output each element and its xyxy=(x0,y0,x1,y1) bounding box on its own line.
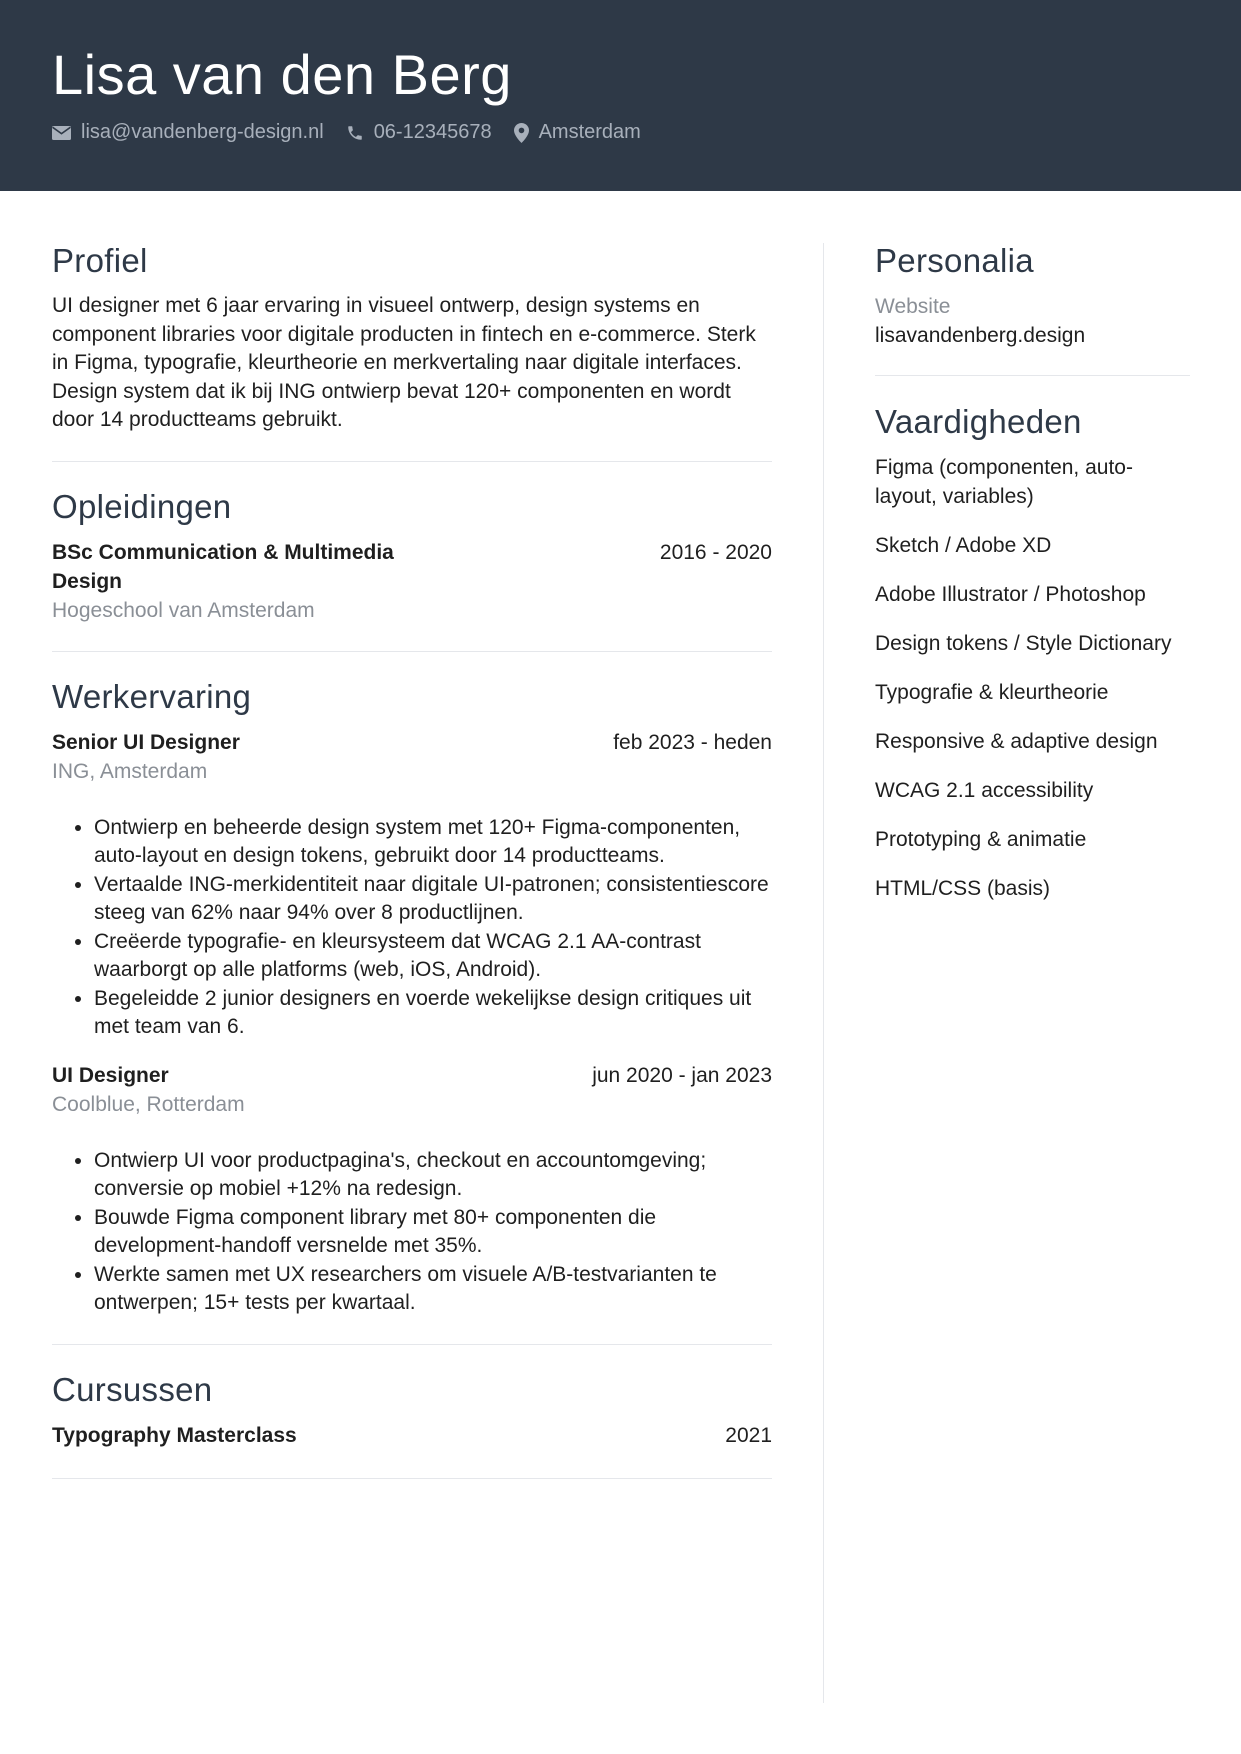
skill-item: Adobe Illustrator / Photoshop xyxy=(875,583,1146,606)
job-bullet: • Bouwde Figma component library met 80+ componenten die development-handoff versnelde met 35%. xyxy=(94,1204,772,1261)
email-text: lisa@vandenberg-design.nl xyxy=(81,121,324,143)
job-date: jun 2020 - jan 2023 xyxy=(592,1063,772,1087)
job-bullet: • Ontwierp en beheerde design system met 120+ Figma-componenten, auto-layout en design tokens, gebruikt door 14 productteams. xyxy=(94,814,772,871)
section-profile xyxy=(52,240,772,462)
location-text: Amsterdam xyxy=(538,121,641,143)
map-pin-icon xyxy=(514,123,529,143)
skill-item: Typografie & kleurtheorie xyxy=(875,681,1109,704)
job-company: Coolblue, Rotterdam xyxy=(52,1092,245,1116)
section-heading-education: Opleidingen xyxy=(52,487,232,525)
main-column xyxy=(52,240,772,1479)
education-item xyxy=(52,538,772,625)
job-title: Senior UI Designer xyxy=(52,730,240,754)
education-school: Hogeschool van Amsterdam xyxy=(52,598,315,622)
profile-text: UI designer met 6 jaar ervaring in visueel ontwerp, design systems en component libraries voor digitale producten in fintech en e-commerce. Sterk in Figma, typografie, kleurtheorie en merkvertaling naar digitale interfaces. Design system dat ik bij ING ontwierp bevat 120+ componenten en wordt door 14 productteams gebruikt. xyxy=(52,294,756,431)
job-title: UI Designer xyxy=(52,1063,169,1087)
phone-icon xyxy=(346,124,364,142)
skill-item: Figma (componenten, auto-layout, variables) xyxy=(875,456,1133,508)
phone-text: 06-12345678 xyxy=(373,121,492,143)
section-heading-profile: Profiel xyxy=(52,242,148,279)
side-column xyxy=(875,240,1190,923)
course-item xyxy=(52,1421,772,1450)
skills-list xyxy=(875,453,1190,903)
job-bullet: • Ontwierp UI voor productpagina's, checkout en accountomgeving; conversie op mobiel +12% na redesign. xyxy=(94,1147,772,1204)
contact-bar xyxy=(52,121,663,144)
job-bullets xyxy=(52,1147,772,1318)
job-bullet: • Begeleidde 2 junior designers en voerde wekelijkse design critiques uit met team van 6. xyxy=(94,985,772,1042)
envelope-icon xyxy=(52,126,71,140)
course-title: Typography Masterclass xyxy=(52,1423,297,1447)
job-item xyxy=(52,1061,772,1318)
section-courses xyxy=(52,1369,772,1479)
contact-phone[interactable] xyxy=(346,121,492,144)
section-education xyxy=(52,486,772,652)
skill-item: Prototyping & animatie xyxy=(875,828,1087,851)
section-skills xyxy=(875,401,1190,903)
contact-location xyxy=(514,121,641,144)
skill-item: WCAG 2.1 accessibility xyxy=(875,779,1094,802)
header-banner xyxy=(0,0,1241,191)
contact-email[interactable] xyxy=(52,121,324,144)
job-bullet: • Vertaalde ING-merkidentiteit naar digitale UI-patronen; consistentiescore steeg van 62% naar 94% over 8 productlijnen. xyxy=(94,871,772,928)
course-date: 2021 xyxy=(725,1423,772,1447)
education-date: 2016 - 2020 xyxy=(659,540,772,564)
skill-item: Responsive & adaptive design xyxy=(875,730,1158,753)
job-company: ING, Amsterdam xyxy=(52,759,208,783)
skill-item: Sketch / Adobe XD xyxy=(875,534,1052,557)
job-bullet: • Werkte samen met UX researchers om visuele A/B-testvarianten te ontwerpen; 15+ tests per kwartaal. xyxy=(94,1261,772,1318)
website-label: Website xyxy=(875,295,951,318)
section-heading-personal: Personalia xyxy=(875,242,1034,279)
job-bullets xyxy=(52,814,772,1042)
section-heading-courses: Cursussen xyxy=(52,1370,213,1408)
education-degree: BSc Communication & Multimedia Design xyxy=(52,540,394,593)
skill-item: Design tokens / Style Dictionary xyxy=(875,632,1172,655)
job-bullet: • Creëerde typografie- en kleursysteem dat WCAG 2.1 AA-contrast waarborgt op alle platforms (web, iOS, Android). xyxy=(94,928,772,985)
skill-item: HTML/CSS (basis) xyxy=(875,877,1051,900)
job-date: feb 2023 - heden xyxy=(613,730,772,754)
column-divider xyxy=(823,243,824,1703)
job-item xyxy=(52,728,772,1042)
candidate-name: Lisa van den Berg xyxy=(52,43,512,106)
section-work xyxy=(52,676,772,1345)
section-personal xyxy=(875,240,1190,376)
section-heading-work: Werkervaring xyxy=(52,677,252,715)
website-link[interactable]: lisavandenberg.design xyxy=(875,324,1086,347)
section-heading-skills: Vaardigheden xyxy=(875,403,1082,440)
